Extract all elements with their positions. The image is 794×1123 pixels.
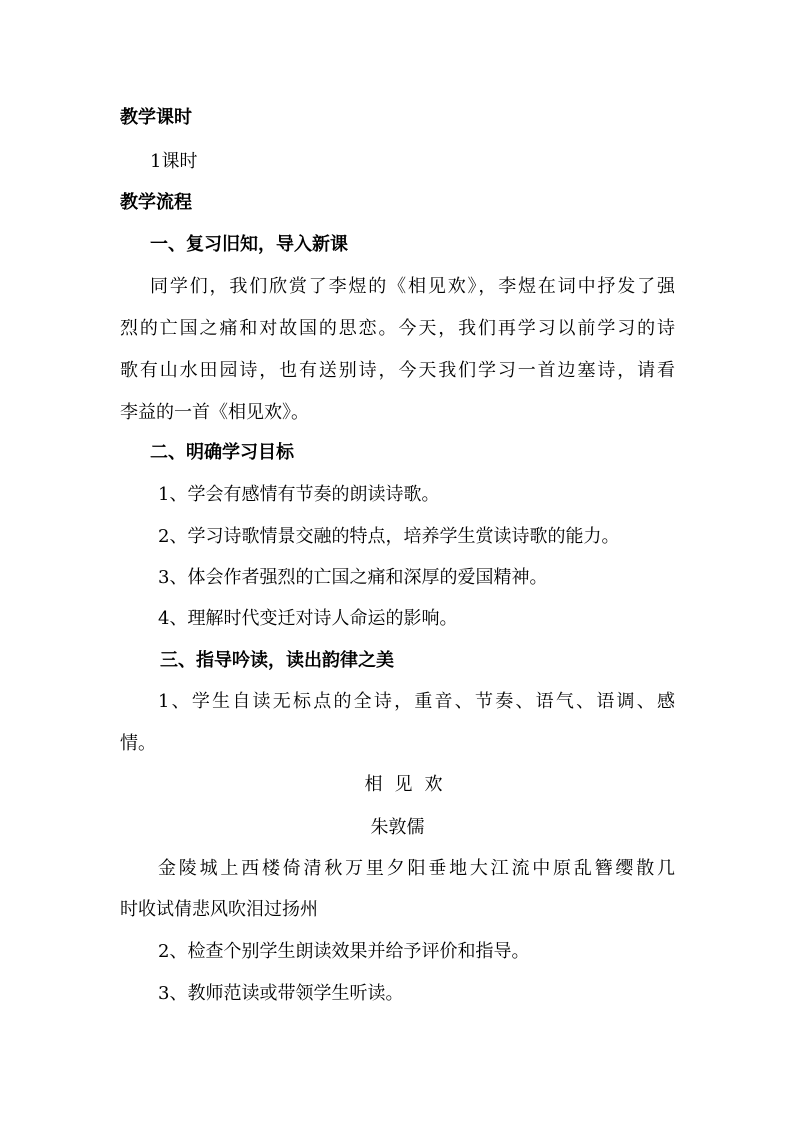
goal-item: 3、体会作者强烈的亡国之痛和深厚的爱国精神。 [158, 567, 548, 588]
heading-lesson-time: 教学课时 [120, 107, 192, 128]
poem-title: 相见欢 [364, 774, 455, 795]
section3-title: 三、指导吟读，读出韵律之美 [160, 650, 394, 671]
section1-paragraph-line: 歌有山水田园诗，也有送别诗，今天我们学习一首边塞诗，请看 [120, 360, 675, 381]
goal-item: 4、理解时代变迁对诗人命运的影响。 [158, 608, 458, 629]
section1-title: 一、复习旧知，导入新课 [150, 234, 348, 255]
poem-author: 朱敦儒 [370, 817, 425, 838]
section1-paragraph-line: 烈的亡国之痛和对故国的思恋。今天，我们再学习以前学习的诗 [120, 318, 675, 339]
section1-paragraph-line: 李益的一首《相见欢》。 [120, 402, 309, 423]
lesson-time-value: 1课时 [150, 151, 198, 172]
section1-paragraph-line: 同学们，我们欣赏了李煜的《相见欢》，李煜在词中抒发了强 [150, 276, 675, 297]
section3-item2: 2、检查个别学生朗读效果并给予评价和指导。 [158, 941, 530, 962]
section2-title: 二、明确学习目标 [150, 442, 294, 463]
poem-text-line: 时收试倩悲风吹泪过扬州 [120, 899, 318, 920]
heading-teaching-flow: 教学流程 [120, 192, 192, 213]
section3-item3: 3、教师范读或带领学生听读。 [158, 983, 404, 1004]
section3-item1-line: 1、学生自读无标点的全诗，重音、节奏、语气、语调、感 [158, 691, 675, 712]
goal-item: 2、学习诗歌情景交融的特点，培养学生赏读诗歌的能力。 [158, 526, 620, 547]
goal-item: 1、学会有感情有节奏的朗读诗歌。 [158, 484, 440, 505]
poem-text-line: 金陵城上西楼倚清秋万里夕阳垂地大江流中原乱簪缨散几 [158, 858, 675, 879]
section3-item1-line: 情。 [120, 733, 156, 754]
